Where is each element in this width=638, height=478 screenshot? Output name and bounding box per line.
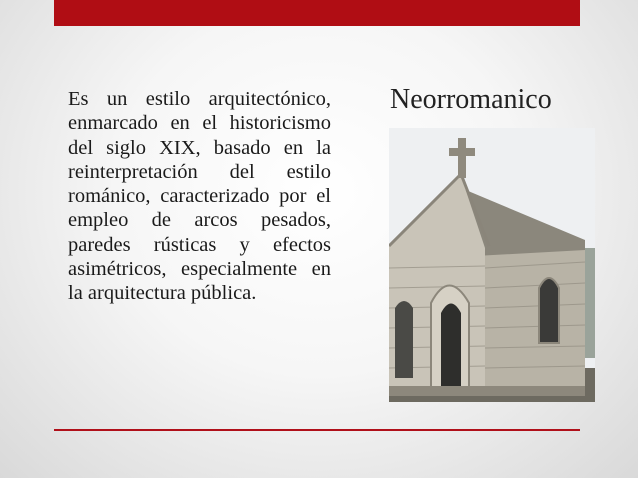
slide-title: Neorromanico: [390, 84, 552, 115]
mausoleum-photo: [389, 128, 595, 402]
bottom-divider: [54, 429, 580, 431]
body-paragraph: Es un estilo arquitectónico, enmarcado en el historicismo del siglo XIX, basado en la reinterpretación del estilo románico, caracterizado por el empleo de arcos pesados, paredes rústicas y efectos asimétricos, especialmente en la arquitectura pública.: [68, 88, 331, 305]
top-accent-bar: [54, 0, 580, 26]
